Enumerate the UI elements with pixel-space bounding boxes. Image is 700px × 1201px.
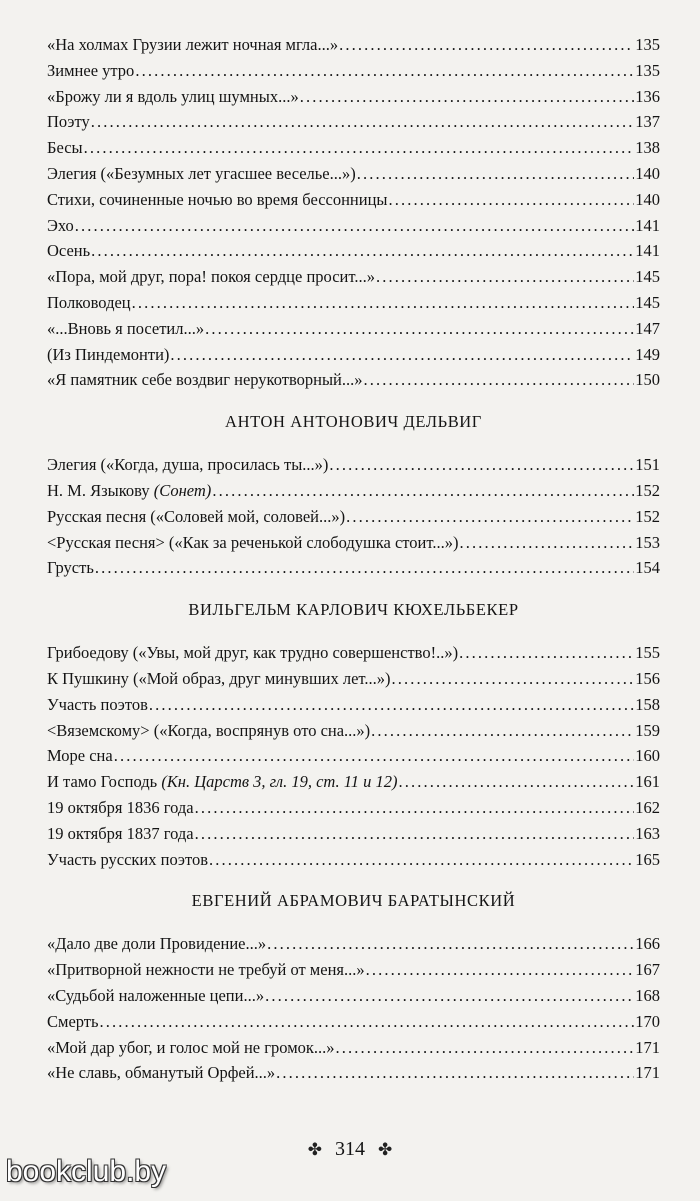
entry-title [47, 290, 131, 316]
toc-entry [47, 264, 660, 290]
entry-page-number: 149 [635, 344, 660, 364]
entry-title [47, 718, 370, 744]
entry-title-text: Участь поэтов [47, 694, 148, 714]
entry-page-number: 152 [635, 480, 660, 500]
entry-title-text: «На холмах Грузии лежит ночная мгла...» [47, 35, 339, 54]
toc-entry [47, 452, 660, 478]
entry-title [47, 135, 83, 161]
dot-leader [459, 640, 634, 666]
dot-leader [75, 213, 634, 239]
dot-leader [149, 692, 634, 718]
dot-leader [91, 238, 634, 264]
dot-leader [300, 84, 635, 110]
toc-entry [47, 666, 660, 692]
entry-title [47, 478, 211, 504]
entry-title [47, 821, 194, 847]
entry-page-number: 159 [635, 720, 660, 740]
entry-page-number: 138 [635, 138, 660, 158]
entry-title-text: 19 октября 1836 года [47, 797, 194, 817]
entry-page-number: 161 [635, 772, 660, 792]
entry-page-number: 154 [635, 558, 660, 578]
dot-leader [205, 316, 634, 342]
toc-entry [47, 530, 660, 556]
toc-entry [47, 1035, 660, 1061]
entry-title-text: Стихи, сочиненные ночью во время бессонницы [47, 189, 388, 209]
section-author-heading: ВИЛЬГЕЛЬМ КАРЛОВИЧ КЮХЕЛЬБЕКЕР [188, 600, 519, 620]
dot-leader [392, 666, 635, 692]
toc-entry [47, 931, 660, 957]
toc-entry [47, 692, 660, 718]
toc-entry [47, 1060, 660, 1086]
entry-page-number: 153 [635, 532, 660, 552]
entry-title-text: «Мой дар убог, и голос мой не громок...» [47, 1037, 335, 1057]
dot-leader [265, 983, 634, 1009]
toc-entry [47, 1009, 660, 1035]
entry-title [47, 640, 458, 666]
entry-page-number: 145 [635, 267, 660, 287]
dot-leader [346, 504, 634, 530]
entry-page-number: 160 [635, 746, 660, 766]
toc-entry [47, 84, 660, 110]
entry-title [47, 555, 94, 581]
entry-page-number: 168 [635, 985, 660, 1005]
entry-title [47, 692, 148, 718]
entry-page-number: 170 [635, 1011, 660, 1031]
watermark: bookclub.by [6, 1155, 167, 1188]
entry-title-text: К Пушкину («Мой образ, друг минувших лет...») [47, 668, 391, 688]
toc-entry [47, 32, 660, 58]
dot-leader [276, 1060, 634, 1086]
entry-title [47, 264, 375, 290]
entry-title [47, 769, 398, 795]
entry-title [47, 847, 208, 873]
toc-entry [47, 743, 660, 769]
entry-title [47, 1009, 99, 1035]
toc-entry [47, 957, 660, 983]
dot-leader [376, 264, 634, 290]
toc-entry [47, 316, 660, 342]
dot-leader [366, 957, 635, 983]
entry-title-text: И тамо Господь [47, 772, 158, 792]
dot-leader [336, 1035, 635, 1061]
entry-title-text: Грибоедову («Увы, мой друг, как трудно совершенство!..») [47, 643, 459, 663]
entry-title-text: Н. М. Языкову [47, 480, 150, 500]
entry-title [47, 187, 388, 213]
entry-title-text: Бесы [47, 138, 83, 158]
entry-title-text: Зимнее утро [47, 60, 135, 80]
toc-entry [47, 58, 660, 84]
entry-page-number: 167 [635, 960, 660, 980]
dot-leader [195, 795, 635, 821]
dot-leader [84, 135, 635, 161]
dot-leader [357, 161, 635, 187]
entry-page-number: 152 [635, 506, 660, 526]
toc-entry [47, 135, 660, 161]
toc-entry [47, 213, 660, 239]
entry-title-text: Море сна [47, 746, 113, 766]
entry-title [47, 743, 113, 769]
entry-title [47, 666, 391, 692]
entry-title-text: «Пора, мой друг, пора! покоя сердце просит...» [47, 267, 375, 287]
entry-title [47, 931, 266, 957]
entry-title-text: Участь русских поэтов [47, 849, 209, 869]
entry-title-text: «Я памятник себе воздвиг нерукотворный...» [47, 370, 363, 390]
dot-leader [170, 342, 634, 368]
entry-title-italic: (Сонет) [153, 480, 212, 500]
entry-title [47, 84, 299, 110]
entry-page-number: 158 [635, 694, 660, 714]
toc-entry [47, 795, 660, 821]
entry-title [47, 213, 74, 239]
entry-title-text: Эхо [47, 215, 74, 235]
entry-page-number: 162 [635, 797, 660, 817]
entry-title [47, 452, 328, 478]
entry-title-text: (Из Пиндемонти) [47, 344, 170, 364]
toc-entry [47, 718, 660, 744]
entry-page-number: 137 [635, 112, 660, 132]
entry-title-text: <Вяземскому> («Когда, воспрянув ото сна...») [47, 720, 371, 740]
entry-title [47, 795, 194, 821]
page-number: 314 [335, 1138, 365, 1160]
toc-entry [47, 342, 660, 368]
entry-title [47, 316, 204, 342]
entry-title-italic: (Кн. Царств 3, гл. 19, ст. 11 и 12) [161, 772, 398, 792]
dot-leader [135, 58, 634, 84]
toc-entry [47, 187, 660, 213]
toc-entry [47, 109, 660, 135]
ornament-left-icon: ✤ [307, 1140, 322, 1159]
entry-page-number: 140 [635, 163, 660, 183]
entry-title-text: «Дало две доли Провидение...» [47, 934, 267, 954]
entry-page-number: 171 [635, 1037, 660, 1057]
entry-title-text: Смерть [47, 1011, 99, 1031]
entry-page-number: 147 [635, 318, 660, 338]
toc-entry [47, 983, 660, 1009]
entry-title [47, 342, 169, 368]
toc-entry [47, 847, 660, 873]
dot-leader [195, 821, 635, 847]
entry-title [47, 530, 458, 556]
toc-entry [47, 161, 660, 187]
entry-title [47, 109, 90, 135]
entry-title [47, 1035, 335, 1061]
entry-title-text: Поэту [47, 112, 90, 132]
entry-title [47, 957, 365, 983]
toc-entry [47, 555, 660, 581]
entry-title-text: Осень [47, 241, 91, 261]
ornament-right-icon: ✤ [378, 1140, 393, 1159]
entry-title-text: <Русская песня> («Как за реченькой слободушка стоит...») [47, 532, 459, 552]
entry-title [47, 32, 338, 58]
entry-title-text: «Не славь, обманутый Орфей...» [47, 1063, 276, 1083]
entry-page-number: 166 [635, 934, 660, 954]
entry-title [47, 1060, 275, 1086]
dot-leader [329, 452, 634, 478]
entry-title-text: «Притворной нежности не требуй от меня...» [47, 960, 365, 980]
dot-leader [132, 290, 635, 316]
entry-title [47, 238, 90, 264]
dot-leader [91, 109, 635, 135]
entry-page-number: 145 [635, 292, 660, 312]
entry-page-number: 150 [635, 370, 660, 390]
entry-title [47, 504, 345, 530]
entry-title-text: «...Вновь я посетил...» [47, 318, 205, 338]
section-author-heading: АНТОН АНТОНОВИЧ ДЕЛЬВИГ [225, 412, 482, 432]
dot-leader [100, 1009, 635, 1035]
dot-leader [95, 555, 634, 581]
table-of-contents [47, 32, 660, 1086]
toc-entry [47, 504, 660, 530]
toc-entry [47, 821, 660, 847]
entry-page-number: 155 [635, 643, 660, 663]
entry-page-number: 156 [635, 668, 660, 688]
entry-title [47, 367, 363, 393]
entry-title-text: «Судьбой наложенные цепи...» [47, 985, 265, 1005]
entry-page-number: 163 [635, 823, 660, 843]
entry-page-number: 135 [635, 60, 660, 80]
entry-title-text: «Брожу ли я вдоль улиц шумных...» [47, 86, 299, 106]
entry-title-text: Элегия («Когда, душа, просилась ты...») [47, 455, 329, 475]
entry-page-number: 135 [635, 35, 660, 54]
entry-page-number: 141 [635, 241, 660, 261]
entry-title-text: 19 октября 1837 года [47, 823, 194, 843]
entry-page-number: 140 [635, 189, 660, 209]
dot-leader [389, 187, 635, 213]
dot-leader [339, 32, 634, 58]
dot-leader [399, 769, 635, 795]
entry-page-number: 151 [635, 455, 660, 475]
toc-entry [47, 769, 660, 795]
entry-page-number: 141 [635, 215, 660, 235]
dot-leader [267, 931, 634, 957]
entry-title-text: Русская песня («Соловей мой, соловей...») [47, 506, 346, 526]
entry-title-text: Грусть [47, 558, 94, 578]
dot-leader [364, 367, 635, 393]
toc-entry [47, 367, 660, 393]
dot-leader [212, 478, 634, 504]
dot-leader [371, 718, 634, 744]
toc-entry [47, 640, 660, 666]
toc-entry [47, 238, 660, 264]
dot-leader [459, 530, 634, 556]
entry-title-text: Полководец [47, 292, 131, 312]
toc-entry [47, 290, 660, 316]
dot-leader [209, 847, 634, 873]
entry-page-number: 165 [635, 849, 660, 869]
entry-title-text: Элегия («Безумных лет угасшее веселье...») [47, 163, 356, 183]
entry-page-number: 171 [635, 1063, 660, 1083]
entry-page-number: 136 [635, 86, 660, 106]
entry-title [47, 161, 356, 187]
section-author-heading: ЕВГЕНИЙ АБРАМОВИЧ БАРАТЫНСКИЙ [191, 891, 516, 911]
entry-title [47, 983, 264, 1009]
dot-leader [114, 743, 635, 769]
entry-title [47, 58, 134, 84]
toc-entry [47, 478, 660, 504]
